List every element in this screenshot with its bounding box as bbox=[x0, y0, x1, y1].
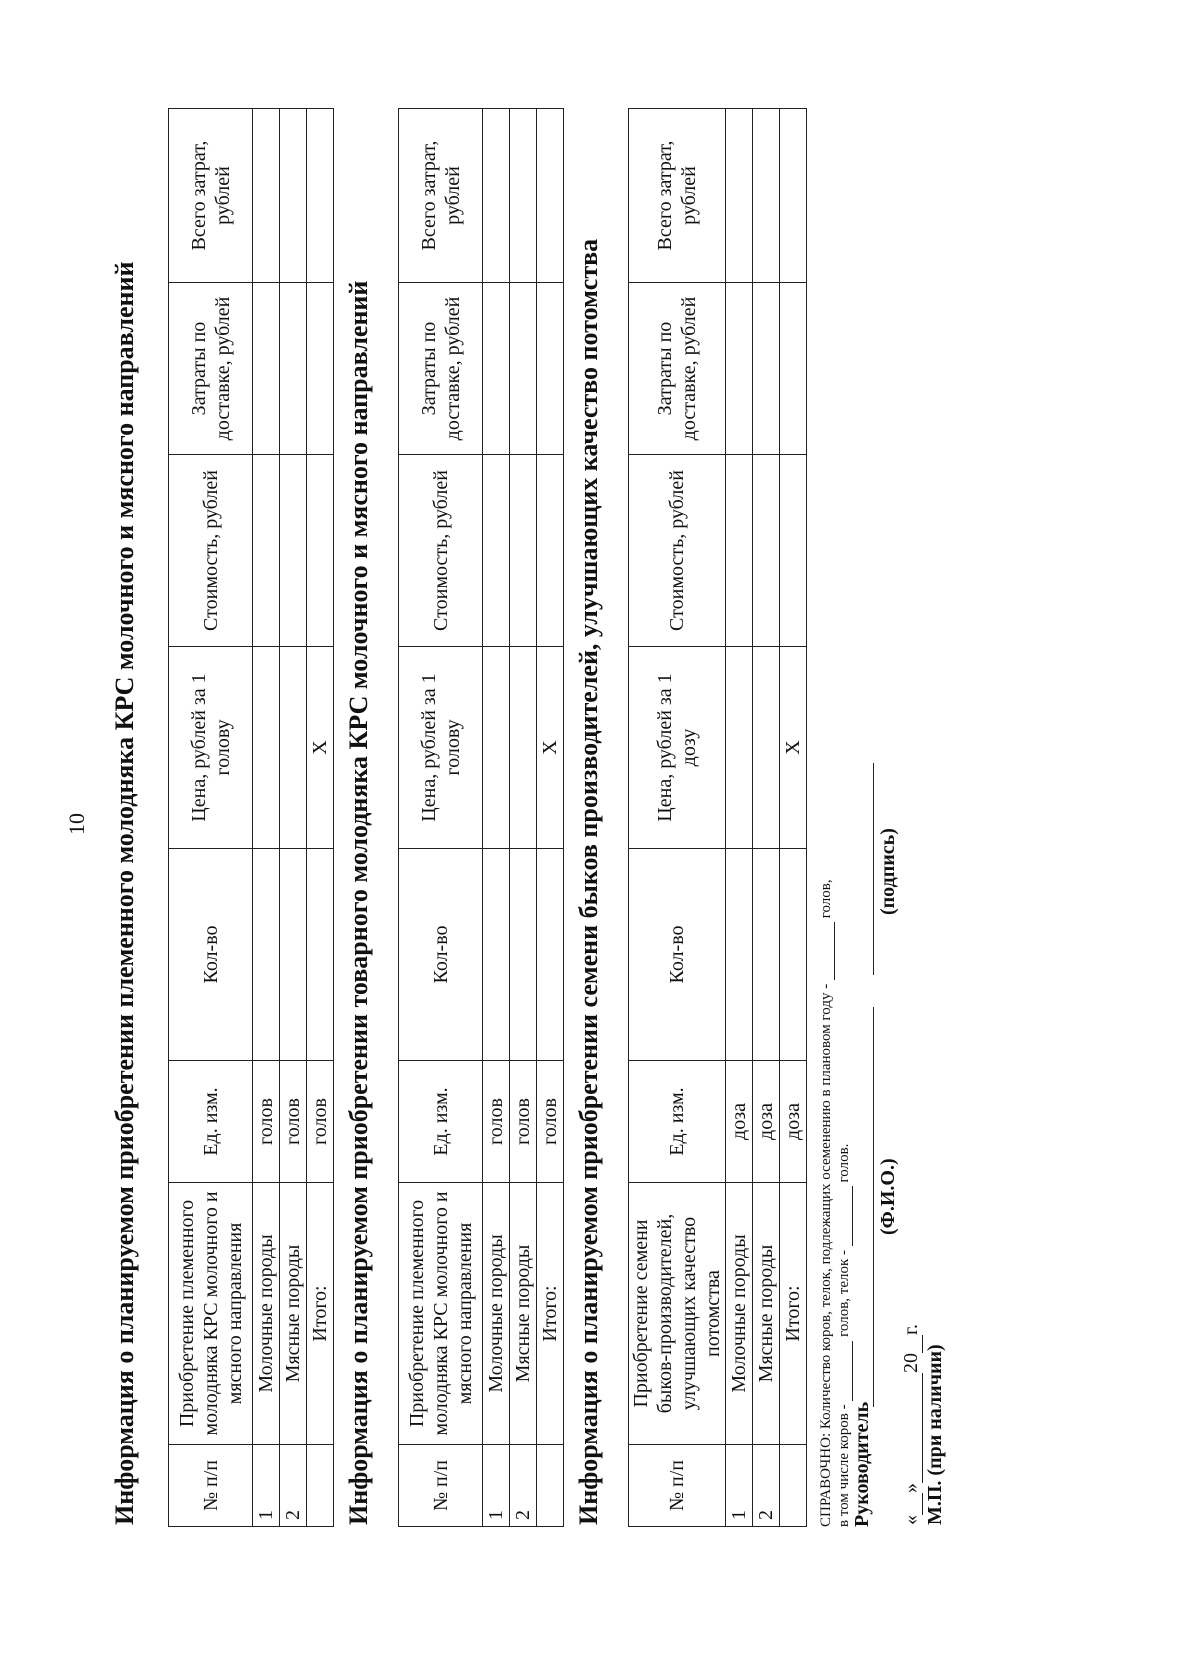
header-unit: Ед. изм. bbox=[629, 1061, 726, 1183]
table-row bbox=[726, 109, 753, 1527]
table2-title: Информация о планируемом приобретении товарного молодняка КРС молочного и мясного направлений bbox=[344, 280, 373, 1525]
row-item: Молочные породы bbox=[483, 1183, 510, 1445]
table1-title: Информация о планируемом приобретении племенного молодняка КРС молочного и мясного направлений bbox=[110, 261, 139, 1525]
row-delivery bbox=[537, 283, 564, 455]
row-total bbox=[780, 109, 807, 283]
row-unit: голов bbox=[307, 1061, 334, 1183]
table-row bbox=[307, 109, 334, 1527]
row-cost bbox=[280, 455, 307, 647]
header-qty: Кол-во bbox=[629, 849, 726, 1061]
row-delivery bbox=[253, 283, 280, 455]
stamp-label: М.П. (при наличии) bbox=[924, 1344, 946, 1525]
row-qty bbox=[280, 849, 307, 1061]
row-num: 2 bbox=[510, 1445, 537, 1527]
table1-header-row bbox=[169, 109, 253, 1527]
row-num bbox=[307, 1445, 334, 1527]
row-delivery bbox=[483, 283, 510, 455]
row-price: Х bbox=[537, 647, 564, 849]
header-delivery: Затраты по доставке, рублей bbox=[629, 283, 726, 455]
row-item: Итого: bbox=[780, 1183, 807, 1445]
table3 bbox=[628, 108, 807, 1527]
row-qty bbox=[726, 849, 753, 1061]
row-price: Х bbox=[780, 647, 807, 849]
row-delivery bbox=[726, 283, 753, 455]
header-qty: Кол-во bbox=[399, 849, 483, 1061]
row-delivery bbox=[280, 283, 307, 455]
row-num: 1 bbox=[483, 1445, 510, 1527]
row-total bbox=[483, 109, 510, 283]
row-cost bbox=[780, 455, 807, 647]
row-total bbox=[510, 109, 537, 283]
year-field bbox=[922, 1335, 923, 1353]
row-item: Итого: bbox=[307, 1183, 334, 1445]
header-qty: Кол-во bbox=[169, 849, 253, 1061]
row-item: Мясные породы bbox=[280, 1183, 307, 1445]
row-qty bbox=[510, 849, 537, 1061]
signature-line bbox=[851, 763, 874, 975]
table-row bbox=[280, 109, 307, 1527]
row-unit: голов bbox=[510, 1061, 537, 1183]
row-delivery bbox=[510, 283, 537, 455]
row-qty bbox=[537, 849, 564, 1061]
header-total: Всего затрат, рублей bbox=[399, 109, 483, 283]
table3-title: Информация о планируемом приобретении семени быков производителей, улучшающих качество потомства bbox=[574, 238, 603, 1525]
row-price bbox=[753, 647, 780, 849]
header-num: № п/п bbox=[399, 1445, 483, 1527]
note-line1-prefix: СПРАВОЧНО: Количество коров, телок, подлежащих осеменению в плановом году - bbox=[818, 983, 834, 1527]
note-line1-suffix: голов, bbox=[818, 879, 834, 919]
header-price: Цена, рублей за 1 голову bbox=[399, 647, 483, 849]
row-price bbox=[510, 647, 537, 849]
row-unit: доза bbox=[753, 1061, 780, 1183]
header-cost: Стоимость, рублей bbox=[629, 455, 726, 647]
row-unit: доза bbox=[726, 1061, 753, 1183]
row-num bbox=[780, 1445, 807, 1527]
header-total: Всего затрат, рублей bbox=[169, 109, 253, 283]
row-delivery bbox=[753, 283, 780, 455]
note-line-1 bbox=[818, 879, 835, 1527]
note-line2-c: голов. bbox=[836, 1143, 852, 1183]
row-cost bbox=[483, 455, 510, 647]
table-row bbox=[253, 109, 280, 1527]
day-field bbox=[922, 1493, 923, 1515]
fio-caption: (Ф.И.О.) bbox=[877, 1158, 899, 1235]
header-cost: Стоимость, рублей bbox=[399, 455, 483, 647]
table-row bbox=[510, 109, 537, 1527]
header-unit: Ед. изм. bbox=[169, 1061, 253, 1183]
row-item: Молочные породы bbox=[726, 1183, 753, 1445]
row-unit: голов bbox=[253, 1061, 280, 1183]
field-total-heads bbox=[834, 922, 835, 980]
header-price: Цена, рублей за 1 дозу bbox=[629, 647, 726, 849]
header-num: № п/п bbox=[169, 1445, 253, 1527]
note-line2-a: в том числе коров - bbox=[836, 1404, 852, 1527]
row-num: 1 bbox=[253, 1445, 280, 1527]
page-number: 10 bbox=[64, 813, 89, 835]
row-qty bbox=[753, 849, 780, 1061]
table-row bbox=[753, 109, 780, 1527]
row-delivery bbox=[780, 283, 807, 455]
row-cost bbox=[510, 455, 537, 647]
header-item: Приобретение племенного молодняка КРС молочного и мясного направления bbox=[399, 1183, 483, 1445]
header-total: Всего затрат, рублей bbox=[629, 109, 726, 283]
row-price bbox=[726, 647, 753, 849]
header-cost: Стоимость, рублей bbox=[169, 455, 253, 647]
header-delivery: Затраты по доставке, рублей bbox=[169, 283, 253, 455]
row-cost bbox=[253, 455, 280, 647]
row-total bbox=[280, 109, 307, 283]
fio-line bbox=[851, 1007, 874, 1407]
date-close-quote: » bbox=[900, 1483, 922, 1493]
date-line bbox=[900, 1324, 923, 1525]
row-cost bbox=[726, 455, 753, 647]
header-item: Приобретение племенного молодняка КРС молочного и мясного направления bbox=[169, 1183, 253, 1445]
month-field bbox=[922, 1373, 923, 1483]
row-qty bbox=[307, 849, 334, 1061]
table-row bbox=[483, 109, 510, 1527]
row-num: 2 bbox=[753, 1445, 780, 1527]
table2 bbox=[398, 108, 564, 1527]
row-unit: голов bbox=[483, 1061, 510, 1183]
row-price bbox=[483, 647, 510, 849]
row-item: Мясные породы bbox=[753, 1183, 780, 1445]
row-unit: голов bbox=[280, 1061, 307, 1183]
table-row bbox=[537, 109, 564, 1527]
row-item: Молочные породы bbox=[253, 1183, 280, 1445]
note-line2-b: голов, телок - bbox=[836, 1249, 852, 1337]
row-cost bbox=[537, 455, 564, 647]
head-label: Руководитель bbox=[851, 1401, 873, 1527]
header-price: Цена, рублей за 1 голову bbox=[169, 647, 253, 849]
row-price bbox=[280, 647, 307, 849]
table2-header-row bbox=[399, 109, 483, 1527]
row-total bbox=[753, 109, 780, 283]
row-total bbox=[253, 109, 280, 283]
row-total bbox=[307, 109, 334, 283]
row-unit: доза bbox=[780, 1061, 807, 1183]
row-price: Х bbox=[307, 647, 334, 849]
header-delivery: Затраты по доставке, рублей bbox=[399, 283, 483, 455]
row-price bbox=[253, 647, 280, 849]
year-suffix: г. bbox=[900, 1324, 922, 1335]
row-total bbox=[537, 109, 564, 283]
table3-header-row bbox=[629, 109, 726, 1527]
header-item: Приобретение семени быков-производителей, улучшающих качество потомства bbox=[629, 1183, 726, 1445]
row-num: 2 bbox=[280, 1445, 307, 1527]
row-delivery bbox=[307, 283, 334, 455]
row-qty bbox=[780, 849, 807, 1061]
row-cost bbox=[307, 455, 334, 647]
row-unit: голов bbox=[537, 1061, 564, 1183]
row-num: 1 bbox=[726, 1445, 753, 1527]
row-cost bbox=[753, 455, 780, 647]
header-unit: Ед. изм. bbox=[399, 1061, 483, 1183]
row-qty bbox=[253, 849, 280, 1061]
row-qty bbox=[483, 849, 510, 1061]
date-open-quote: « bbox=[900, 1515, 922, 1525]
year-prefix: 20 bbox=[900, 1353, 922, 1373]
table-row bbox=[780, 109, 807, 1527]
row-num bbox=[537, 1445, 564, 1527]
row-total bbox=[726, 109, 753, 283]
signature-caption: (подпись) bbox=[877, 828, 899, 915]
header-num: № п/п bbox=[629, 1445, 726, 1527]
row-item: Итого: bbox=[537, 1183, 564, 1445]
table1 bbox=[168, 108, 334, 1527]
row-item: Мясные породы bbox=[510, 1183, 537, 1445]
